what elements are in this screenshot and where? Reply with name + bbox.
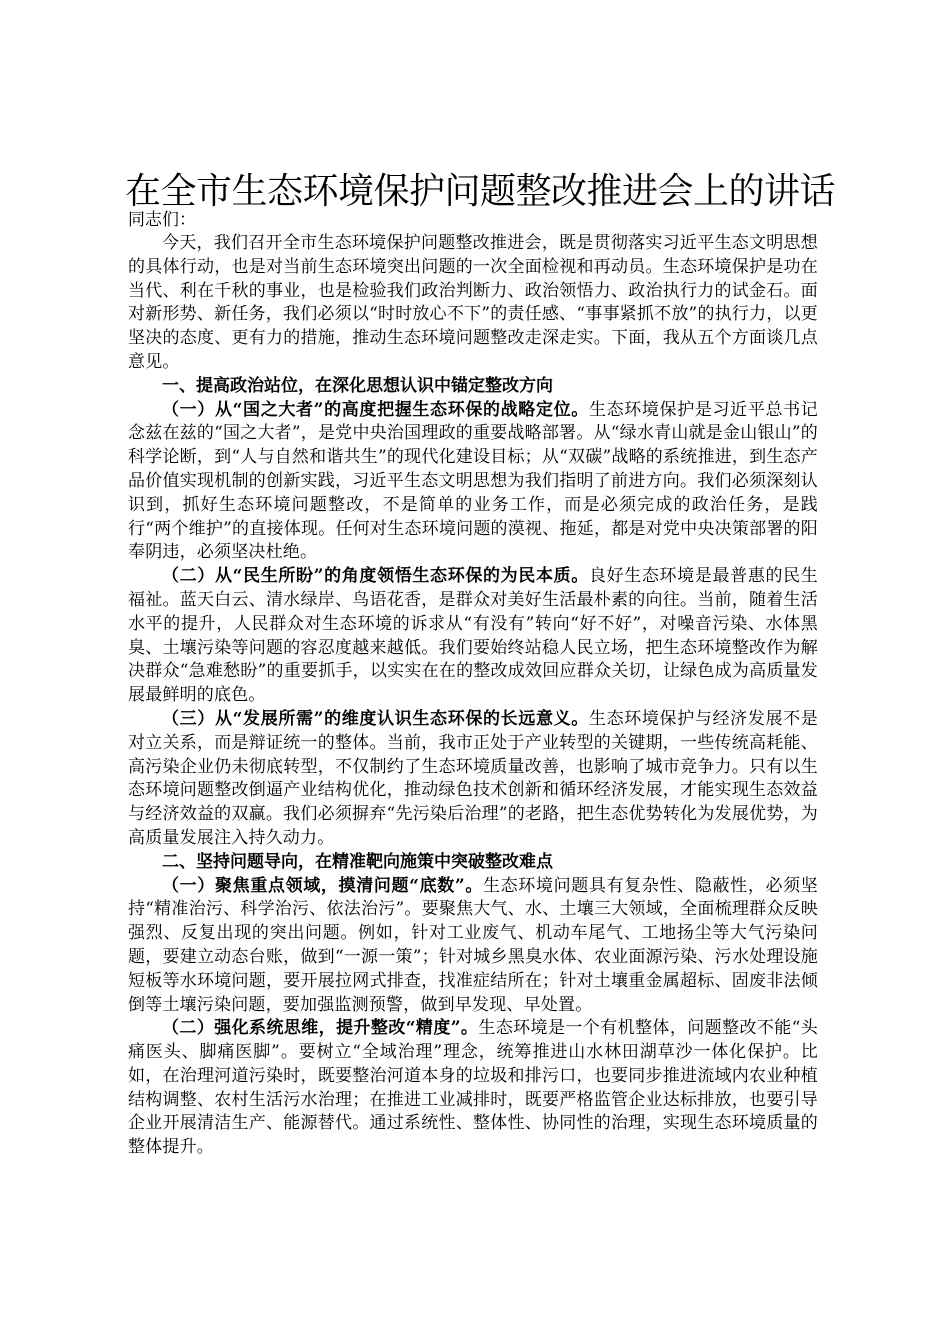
- paragraph-1-1: [128, 399, 818, 566]
- document-title: 在全市生态环境保护问题整改推进会上的讲话: [125, 171, 836, 212]
- paragraph-2-2: [128, 1017, 818, 1160]
- paragraph-lead: （三）从“发展所需”的维度认识生态环保的长远意义。: [162, 708, 589, 729]
- paragraph-1-3: [128, 708, 818, 851]
- paragraph-body: 生态环境保护与经济发展不是对立关系，而是辩证统一的整体。当前，我市正处于产业转型的关键期，一些传统高耗能、高污染企业仍未彻底转型，不仅制约了生态环境质量改善，也影响了城市竞争力。只有以生态环境问题整改倒逼产业结构优化，推动绿色技术创新和循环经济发展，才能实现生态效益与经济效益的双赢。我们必须摒弃“先污染后治理”的老路，把生态优势转化为发展优势，为高质量发展注入持久动力。: [128, 708, 818, 848]
- paragraph-body: 生态环境保护是习近平总书记念兹在兹的“国之大者”，是党中央治国理政的重要战略部署。从“绿水青山就是金山银山”的科学论断，到“人与自然和谐共生”的现代化建设目标；从“双碳”战略的系统推进，到生态产品价值实现机制的创新实践，习近平生态文明思想为我们指明了前进方向。我们必须深刻认识到，抓好生态环境问题整改，不是简单的业务工作，而是必须完成的政治任务，是践行“两个维护”的直接体现。任何对生态环境问题的漠视、拖延，都是对党中央决策部署的阳奉阴违，必须坚决杜绝。: [128, 399, 818, 563]
- section-heading-1: 一、提高政治站位，在深化思想认识中锚定整改方向: [162, 375, 553, 396]
- paragraph-body: 生态环境是一个有机整体，问题整改不能“头痛医头、脚痛医脚”。要树立“全域治理”理念，统筹推进山水林田湖草沙一体化保护。比如，在治理河道污染时，既要整治河道本身的垃圾和排污口，也要同步推进流域内农业种植结构调整、农村生活污水治理；在推进工业减排时，既要严格监管企业达标排放，也要引导企业开展清洁生产、能源替代。通过系统性、整体性、协同性的治理，实现生态环境质量的整体提升。: [128, 1018, 818, 1158]
- document-page: [125, 171, 836, 1160]
- paragraph-1-2: [128, 565, 818, 708]
- paragraph-body: 良好生态环境是最普惠的民生福祉。蓝天白云、清水绿岸、鸟语花香，是群众对美好生活最朴素的向往。当前，随着生活水平的提升，人民群众对生态环境的诉求从“有没有”转向“好不好”，对噪音污染、水体黑臭、土壤污染等问题的容忍度越来越低。我们要始终站稳人民立场，把生态环境整改作为解决群众“急难愁盼”的重要抓手，以实实在在的整改成效回应群众关切，让绿色成为高质量发展最鲜明的底色。: [128, 566, 818, 706]
- paragraph-body: 生态环境问题具有复杂性、隐蔽性，必须坚持“精准治污、科学治污、依法治污”。要聚焦大气、水、土壤三大领域，全面梳理群众反映强烈、反复出现的突出问题。例如，针对工业废气、机动车尾气、工地扬尘等大气污染问题，要建立动态台账，做到“一源一策”；针对城乡黑臭水体、农业面源污染、污水处理设施短板等水环境问题，要开展拉网式排查，找准症结所在；针对土壤重金属超标、固废非法倾倒等土壤污染问题，要加强监测预警，做到早发现、早处置。: [128, 875, 818, 1015]
- paragraph-lead: （二）从“民生所盼”的角度领悟生态环保的为民本质。: [162, 566, 589, 587]
- paragraph-2-1: [128, 875, 818, 1018]
- section-heading-2: 二、坚持问题导向，在精准靶向施策中突破整改难点: [162, 851, 553, 872]
- paragraph-lead: （一）聚焦重点领域，摸清问题“底数”。: [162, 875, 483, 896]
- intro-paragraph: 今天，我们召开全市生态环境保护问题整改推进会，既是贯彻落实习近平生态文明思想的具体行动，也是对当前生态环境突出问题的一次全面检视和再动员。生态环境保护是功在当代、利在千秋的事业，也是检验我们政治判断力、政治领悟力、政治执行力的试金石。面对新形势、新任务，我们必须以“时时放心不下”的责任感、“事事紧抓不放”的执行力，以更坚决的态度、更有力的措施，推动生态环境问题整改走深走实。下面，我从五个方面谈几点意见。: [128, 233, 818, 372]
- paragraph-lead: （二）强化系统思维，提升整改“精度”。: [162, 1018, 479, 1039]
- paragraph-lead: （一）从“国之大者”的高度把握生态环保的战略定位。: [162, 399, 589, 420]
- greeting: 同志们：: [128, 210, 196, 230]
